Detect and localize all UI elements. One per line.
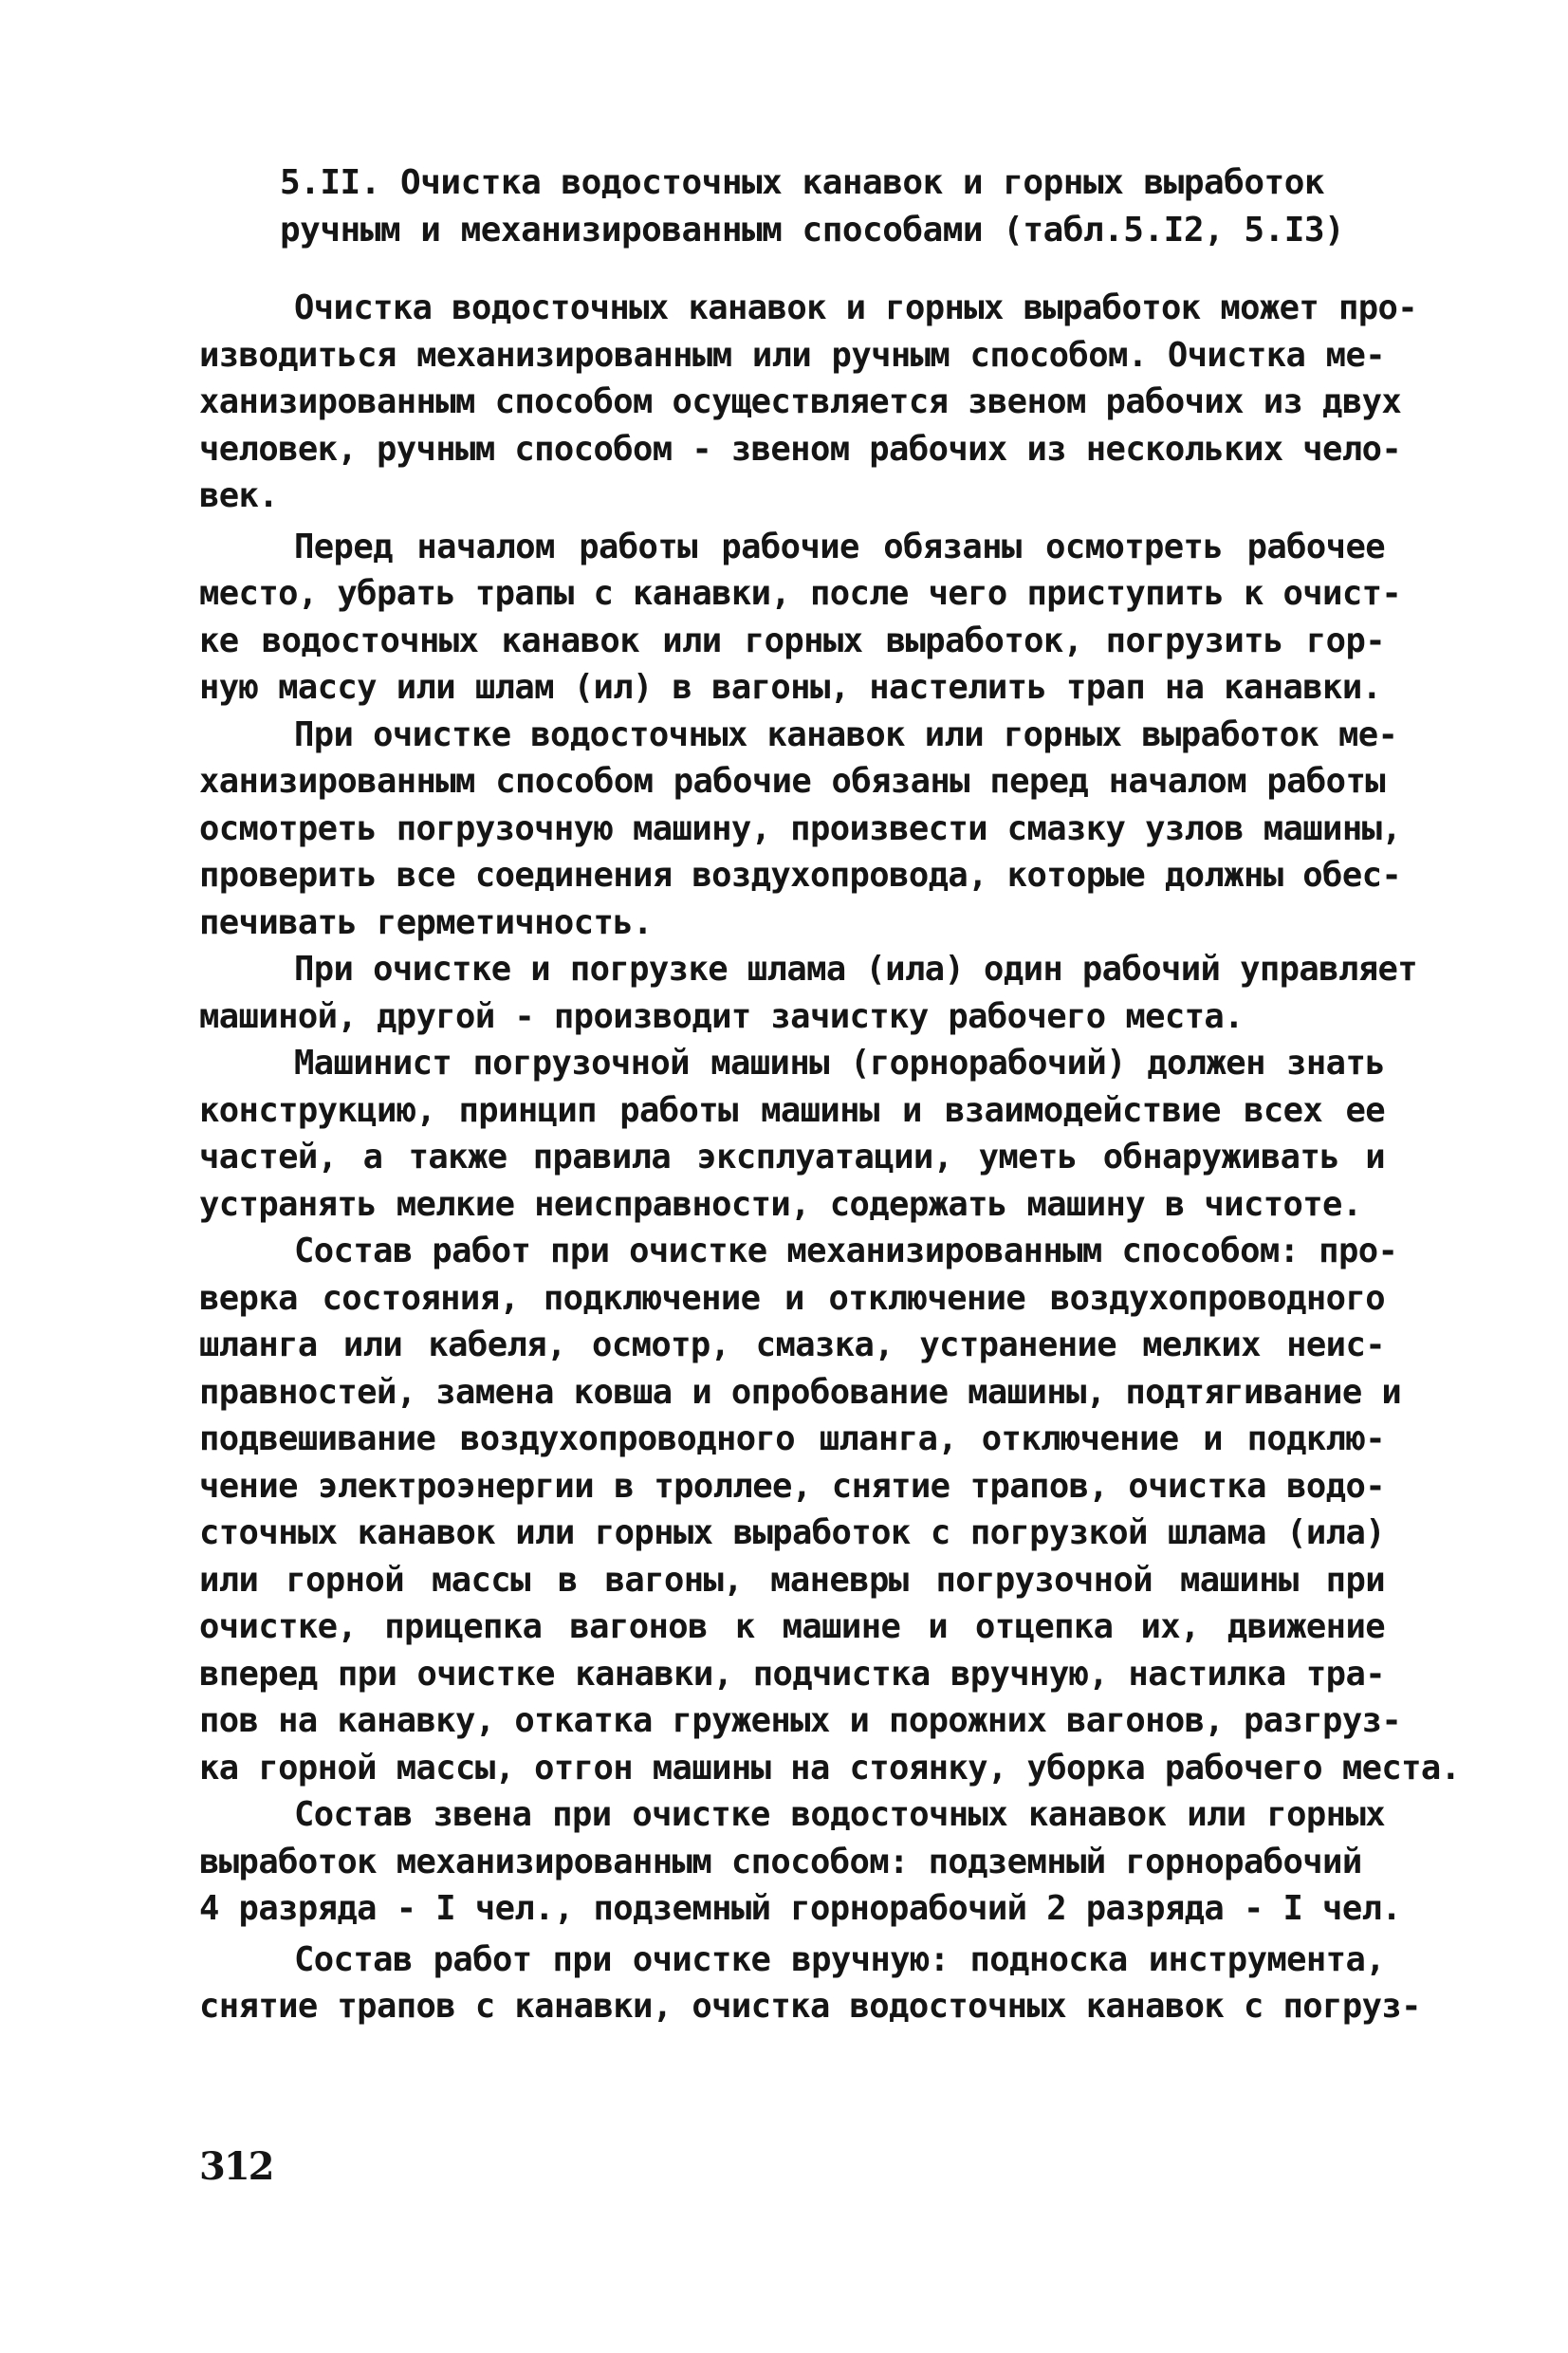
text-line: ханизированным способом осуществляется звеном рабочих из двух (199, 382, 1402, 421)
text-line: 4 разряда - I чел., подземный горнорабочий 2 разряда - I чел. (199, 1889, 1402, 1928)
text-line: выработок механизированным способом: подземный горнорабочий (199, 1842, 1362, 1881)
text-line: При очистке водосточных канавок или горных выработок ме- (294, 714, 1398, 754)
text-line: осмотреть погрузочную машину, произвести смазку узлов машины, (199, 808, 1402, 848)
text-line: пов на канавку, откатка груженых и порожних вагонов, разгруз- (199, 1701, 1402, 1740)
text-line: человек, ручным способом - звеном рабочих из нескольких чело- (199, 429, 1402, 469)
text-line: верка состояния, подключение и отключение воздухопроводного (199, 1278, 1385, 1318)
text-line: век. (199, 476, 279, 515)
paragraph-5 (199, 1040, 1385, 1228)
text-line: ка горной массы, отгон машины на стоянку, уборка рабочего места. (199, 1748, 1461, 1788)
text-line: частей, а также правила эксплуатации, уметь обнаруживать и (199, 1138, 1385, 1176)
text-line: Состав работ при очистке вручную: подноска инструмента, (294, 1939, 1385, 1979)
text-line: печивать герметичность. (199, 902, 653, 942)
paragraph-4 (199, 946, 1418, 1040)
text-line: вперед при очистке канавки, подчистка вручную, настилка тра- (199, 1654, 1385, 1694)
text-line: или горной массы в вагоны, маневры погрузочной машины при (199, 1560, 1385, 1600)
text-line: проверить все соединения воздухопровода, которые должны обес- (199, 856, 1402, 895)
text-line: конструкцию, принцип работы машины и взаимодействие всех ее (199, 1090, 1385, 1130)
paragraph-8 (199, 1936, 1421, 2030)
text-line: сточных канавок или горных выработок с погрузкой шлама (ила) (199, 1513, 1385, 1552)
text-line: ханизированным способом рабочие обязаны перед началом работы (199, 762, 1385, 801)
text-line: Очистка водосточных канавок и горных выработок может про- (294, 288, 1418, 327)
text-line: очистке, прицепка вагонов к машине и отцепка их, движение (199, 1607, 1385, 1646)
section-heading (280, 159, 1418, 254)
text-line: ке водосточных канавок или горных выработок, погрузить гор- (199, 621, 1385, 660)
paragraph-3 (199, 712, 1402, 947)
text-line: машиной, другой - производит зачистку рабочего места. (199, 996, 1244, 1036)
text-line: изводиться механизированным или ручным способом. Очистка ме- (199, 335, 1385, 375)
text-line: ную массу или шлам (ил) в вагоны, настелить трап на канавки. (199, 668, 1382, 707)
text-line: Перед началом работы рабочие обязаны осмотреть рабочее (294, 527, 1385, 566)
body-text (199, 285, 1461, 2030)
text-line: чение электроэнергии в троллее, снятие трапов, очистка водо- (199, 1466, 1385, 1506)
page-number: 312 (199, 2144, 273, 2189)
paragraph-6 (199, 1228, 1461, 1791)
text-line: Машинист погрузочной машины (горнорабочий) должен знать (294, 1044, 1385, 1083)
text-line: При очистке и погрузке шлама (ила) один рабочий управляет (294, 950, 1418, 989)
text-line: шланга или кабеля, осмотр, смазка, устранение мелких неис- (199, 1325, 1385, 1364)
text-line: место, убрать трапы с канавки, после чего приступить к очист- (199, 574, 1402, 613)
section-heading-line: ручным и механизированным способами (табл.5.I2, 5.I3) (280, 211, 1345, 250)
section-heading-line: 5.II. Очистка водосточных канавок и горных выработок (280, 163, 1325, 202)
text-line: устранять мелкие неисправности, содержать машину в чистоте. (199, 1184, 1362, 1224)
text-line: Состав звена при очистке водосточных канавок или горных (294, 1795, 1385, 1834)
paragraph-7 (199, 1791, 1402, 1933)
text-line: Состав работ при очистке механизированным способом: про- (294, 1232, 1398, 1270)
text-line: снятие трапов с канавки, очистка водосточных канавок с погруз- (199, 1987, 1421, 2026)
text-line: правностей, замена ковша и опробование машины, подтягивание и (199, 1372, 1402, 1412)
paragraph-1 (199, 285, 1418, 520)
text-line: подвешивание воздухопроводного шланга, отключение и подклю- (199, 1419, 1385, 1458)
paragraph-2 (199, 524, 1402, 712)
